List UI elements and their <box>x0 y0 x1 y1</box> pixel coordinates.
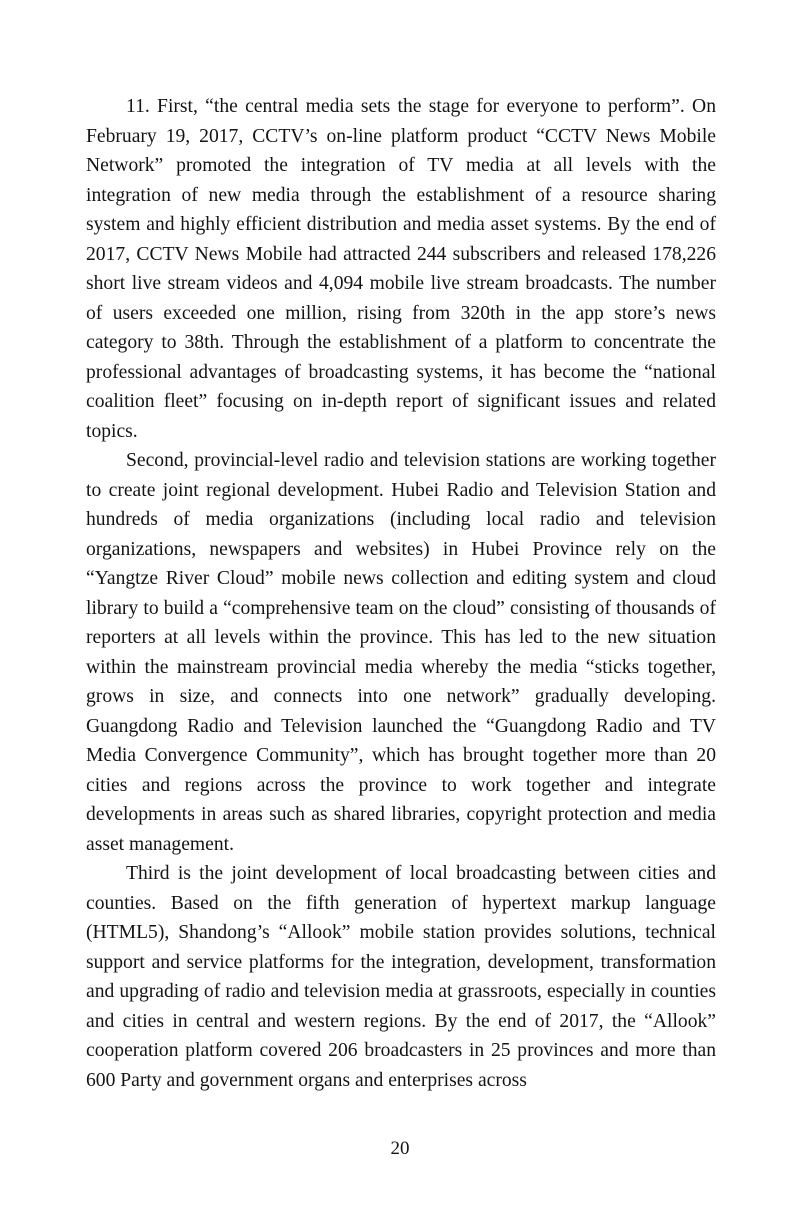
paragraph-provincial-stations: Second, provincial-level radio and television stations are working together to create joint regional development. Hubei Radio and Television Station and hundreds of media organizations (including local radio and television organizations, newspapers and websites) in Hubei Province rely on the “Yangtze River Cloud” mobile news collection and editing system and cloud library to build a “comprehensive team on the cloud” consisting of thousands of reporters at all levels within the province. This has led to the new situation within the mainstream provincial media whereby the media “sticks together, grows in size, and connects into one network” gradually developing. Guangdong Radio and Television launched the “Guangdong Radio and TV Media Convergence Community”, which has brought together more than 20 cities and regions across the province to work together and integrate developments in areas such as shared libraries, copyright protection and media asset management. <box>86 450 716 855</box>
body-text <box>86 92 716 1095</box>
page-number: 20 <box>390 1138 410 1159</box>
paragraph-central-media: 11. First, “the central media sets the stage for everyone to perform”. On February 19, 2017, CCTV’s on-line platform product “CCTV News Mobile Network” promoted the integration of TV media at all levels with the integration of new media through the establishment of a resource sharing system and highly efficient distribution and media asset systems. By the end of 2017, CCTV News Mobile had attracted 244 subscribers and released 178,226 short live stream videos and 4,094 mobile live stream broadcasts. The number of users exceeded one million, rising from 320th in the app store’s news category to 38th. Through the establishment of a platform to concentrate the professional advantages of broadcasting systems, it has become the “national coalition fleet” focusing on in-depth report of significant issues and related topics. <box>86 96 716 442</box>
paragraph-local-broadcasting: Third is the joint development of local broadcasting between cities and counties. Based on the fifth generation of hypertext markup language (HTML5), Shandong’s “Allook” mobile station provides solutions, technical support and service platforms for the integration, development, transformation and upgrading of radio and television media at grassroots, especially in counties and cities in central and western regions. By the end of 2017, the “Allook” cooperation platform covered 206 broadcasters in 25 provinces and more than 600 Party and government organs and enterprises across <box>86 863 716 1091</box>
